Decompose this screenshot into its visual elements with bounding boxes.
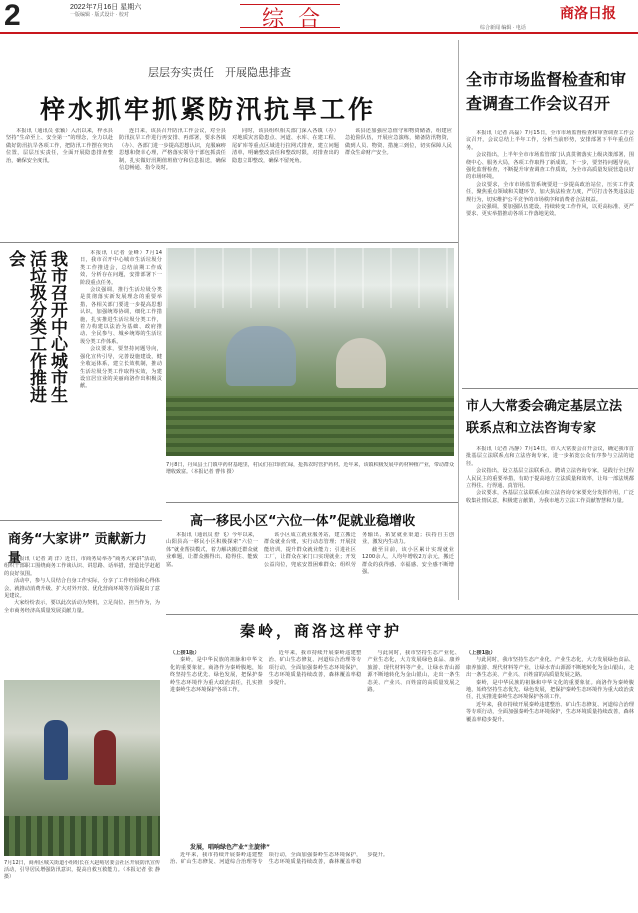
right-mid-paragraph: 本报讯（记者 冯静）7月14日，市人大常委会召开会议，确定我市首批基层立法联系点和立法咨询专家，进一步拓宽公众有序参与立法的途径。 bbox=[466, 446, 634, 467]
right-mid-paragraph: 会议要求，各基层立法联系点和立法咨询专家要充分发挥作用，广泛收集社情民意，积极建言献策，为我市地方立法工作贡献智慧和力量。 bbox=[466, 490, 634, 504]
lead-paragraph: 本报讯（通讯员 张颖）入汛以来，梓水县坚持“生命至上、安全第一”的理念，全力以赴做好防汛抗旱各项工作，把防汛工作摆在突出位置，层层压实责任，全面开展隐患排查整治，确保安全度汛。 bbox=[6, 128, 113, 164]
lead-paragraph: 连日来，该县召开防汛工作会议，对全县防汛抗旱工作进行再安排、再部署，要求各镇（办）、各部门进一步提高思想认识，克服麻痹思想和侥幸心理，严格落实领导干部包抓责任制，扎实做好汛期值班值守和信息报送，确保信息畅通、指令及时。 bbox=[119, 128, 226, 172]
column-divider bbox=[458, 40, 459, 600]
lead-body bbox=[6, 128, 452, 236]
right-top-headline: 全市市场监督检查和审查调查工作会议召开 bbox=[466, 70, 627, 113]
lead-headline: 梓水抓牢抓紧防汛抗旱工作 bbox=[40, 95, 377, 124]
garbage-paragraph: 本报讯（记者 金峰）7月14日，我市召开中心城市生活垃圾分类工作推进会，总结前期工作成效，分析存在问题，安排部署下一阶段重点任务。 bbox=[80, 250, 162, 286]
greenhouse-photo bbox=[166, 248, 454, 456]
page-number: 2 bbox=[4, 0, 21, 32]
garbage-body bbox=[80, 250, 162, 510]
right-mid-headline: 市人大常委会确定基层立法联系点和立法咨询专家 bbox=[466, 399, 623, 436]
resettlement-paragraph: 截至目前，该小区累计实现就业1200余人，人均年增收2万余元，搬迁群众的获得感、幸福感、安全感不断增强。 bbox=[362, 546, 454, 576]
right-top-paragraph: 会议要求，全市市场监管系统要进一步提高政治站位，压实工作责任，聚焦重点领域和关键环节，加大执法检查力度，严厉打击各类违法违规行为，切实维护公平竞争的市场秩序和消费者合法权益。 bbox=[466, 181, 634, 203]
divider bbox=[166, 614, 638, 615]
garbage-headline: 我市召开中心城市生活垃圾分类工作推进会 bbox=[5, 250, 67, 403]
right-top-paragraph: 会议强调，要加强队伍建设，持续转变工作作风，以更高标准、更严要求、更实举措推动各项工作落地见效。 bbox=[466, 204, 634, 218]
merchant-paragraph: 大家纷纷表示，要以此次活动为契机，立足岗位、担当作为，为全市商务经济高质量发展贡献力量。 bbox=[4, 600, 160, 614]
qinling-headline: 秦岭，商洛这样守护 bbox=[240, 622, 403, 640]
merchant-paragraph: 活动中，参与人员结合自身工作实际，分享了工作经验和心得体会，就推动消费升级、扩大对外开放、优化营商环境等方面提出了意见建议。 bbox=[4, 578, 160, 600]
garbage-paragraph: 会议强调，推行生活垃圾分类是贯彻落实新发展理念的重要举措，各相关部门要进一步提高思想认识，加强统筹协调，细化工作措施，扎实推进生活垃圾分类工作，着力构建以法治为基础、政府推动、全民参与、城乡统筹的生活垃圾分类工作体系。 bbox=[80, 287, 162, 345]
right-mid-paragraph: 会议指出，设立基层立法联系点、聘请立法咨询专家，是践行全过程人民民主的重要举措，有助于提高地方立法质量和效率，让每一部法规都立得住、行得通、真管用。 bbox=[466, 468, 634, 490]
qinling-right-column bbox=[466, 650, 634, 908]
resettlement-paragraph: 该小区成立就业服务站，建立搬迁群众就业台账，实行动态管理；开展技能培训，提升群众就业能力；引进社区工厂，让群众在家门口实现就业；开发公益岗位，兜底安置困难群众；组织劳务输出，拓宽就业渠道；扶持自主创业，激发内生动力。 bbox=[264, 532, 454, 568]
lead-kicker: 层层夯实责任 开展隐患排查 bbox=[148, 66, 291, 79]
right-top-paragraph: 本报讯（记者 高磊）7月15日，全市市场监督检查和审查调查工作会议召开，会议总结上半年工作，分析当前形势，安排部署下半年重点任务。 bbox=[466, 130, 634, 151]
resettlement-headline: 高一移民小区“六位一体”促就业稳增收 bbox=[190, 514, 416, 529]
right-top-body bbox=[466, 130, 634, 380]
header-subline: 一版编辑 · 版式设计 · 校对 bbox=[70, 12, 129, 18]
merchant-body bbox=[4, 556, 160, 676]
merchant-paragraph: 本报讯（记者 刘 洋）近日，市商务局举办“商务大家讲”活动，组织干部职工围绕商务工作谈认识、讲思路、话举措，营造比学赶超的良好氛围。 bbox=[4, 556, 160, 577]
resettlement-paragraph: 本报讯（通讯员 舒 飞）今年以来，山阳县高一移民小区积极探索“六位一体”就业帮扶模式，着力解决搬迁群众就业难题，让群众搬得出、稳得住、能致富。 bbox=[166, 532, 258, 568]
divider bbox=[166, 502, 458, 503]
garbage-paragraph: 会议要求，要坚持问题导向，强化宣传引导，完善设施建设，健全收运体系，建立长效机制，推动生活垃圾分类工作取得实效，为建设宜居宜业的美丽商洛作出积极贡献。 bbox=[80, 346, 162, 390]
header-rule bbox=[0, 32, 638, 34]
qinling-paragraph: 秦岭，是中华民族的祖脉和中华文化的重要象征。商洛作为秦岭腹地，始终坚持生态优先、绿色发展，把保护秦岭生态环境作为重大政治责任，扎实推进秦岭生态环境保护各项工作。 bbox=[170, 657, 263, 694]
qinling-paragraph: 与此同时，我市坚持生态产业化、产业生态化，大力发展绿色食品、康养旅游、现代材料等产业，让绿水青山源源不断地转化为金山银山，走出一条生态美、产业兴、百姓富的高质量发展之路。 bbox=[466, 657, 634, 679]
section-title: 综 合 bbox=[262, 6, 325, 31]
merchant-photo-caption: 7月12日，商州区城关街道小组组长在大赵峪居委会社区开展防汛宣传活动，引导居民增强防汛意识，提高自救互救能力。（本报记者 张 静 摄） bbox=[4, 860, 160, 880]
divider bbox=[0, 520, 162, 521]
qinling-paragraph: 近年来，我市持续开展秦岭违建整治、矿山生态修复、河道综合治理等专项行动，全面加强秦岭生态环境保护，生态环境质量持续改善，森林覆盖率稳步提升。 bbox=[170, 852, 389, 866]
right-top-paragraph: 会议指出，上半年全市市场监管部门认真贯彻落实上级决策部署，围绕中心、服务大局，各项工作取得了新成效。下一步，要坚持问题导向，强化监督检查，不断提升审查调查工作质效，为全市高质量发展营造良好的市场环境。 bbox=[466, 152, 634, 181]
qinling-paragraph: 秦岭，是中华民族的祖脉和中华文化的重要象征。商洛作为秦岭腹地，始终坚持生态优先、绿色发展，把保护秦岭生态环境作为重大政治责任，扎实推进秦岭生态环境保护各项工作。 bbox=[466, 679, 634, 701]
qinling-subhead: （上接1版） bbox=[466, 650, 496, 656]
merchant-headline: 商务“大家讲” 贡献新力量 bbox=[8, 532, 147, 566]
edition-line: 综合新闻 编辑 · 电话 bbox=[480, 25, 526, 31]
right-mid-body bbox=[466, 446, 634, 596]
newspaper-logo: 商洛日报 bbox=[560, 5, 616, 21]
qinling-paragraph: 与此同时，我市坚持生态产业化、产业生态化，大力发展绿色食品、康养旅游、现代材料等产业，让绿水青山源源不断地转化为金山银山，走出一条生态美、产业兴、百姓富的高质量发展之路。 bbox=[367, 650, 460, 694]
qinling-subhead-2: 发展，唱响绿色产业“主旋律” bbox=[190, 844, 270, 851]
flood-publicity-photo bbox=[4, 680, 160, 856]
qinling-paragraph: 近年来，我市持续开展秦岭违建整治、矿山生态修复、河道综合治理等专项行动，全面加强秦岭生态环境保护，生态环境质量持续改善，森林覆盖率稳步提升。 bbox=[268, 650, 362, 686]
qinling-subhead: （上接1版） bbox=[170, 650, 200, 656]
qinling-body bbox=[170, 650, 460, 840]
issue-date: 2022年7月16日 星期六 bbox=[70, 4, 142, 11]
qinling-paragraph: 近年来，我市持续开展秦岭违建整治、矿山生态修复、河道综合治理等专项行动，全面加强秦岭生态环境保护，生态环境质量持续改善，森林覆盖率稳步提升。 bbox=[466, 701, 634, 723]
lead-paragraph: 该县还加强应急值守和物资储备，组建应急抢险队伍，开展应急演练，储备防汛物资，做到人员、物资、措施三到位，切实保障人民群众生命财产安全。 bbox=[345, 128, 452, 157]
photo-caption: 7月8日，丹凤县土门镇中药材基地里，村民们在田间忙碌，抢抓农时管护药材。近年来，该镇积极发展中药材种植产业，带动群众增收致富。（本报记者 曹伟 摄） bbox=[166, 462, 454, 475]
divider bbox=[0, 242, 458, 243]
qinling-body-cont bbox=[170, 852, 460, 908]
lead-paragraph: 同时，该县组织相关部门深入各镇（办）对地质灾害隐患点、河道、水库、在建工程、尾矿库等重点区域进行拉网式排查，建立问题清单，明确整改责任和整改时限，对排查出的隐患立即整改，确保不留死角。 bbox=[232, 128, 339, 164]
resettlement-body bbox=[166, 532, 454, 612]
divider bbox=[462, 388, 638, 389]
